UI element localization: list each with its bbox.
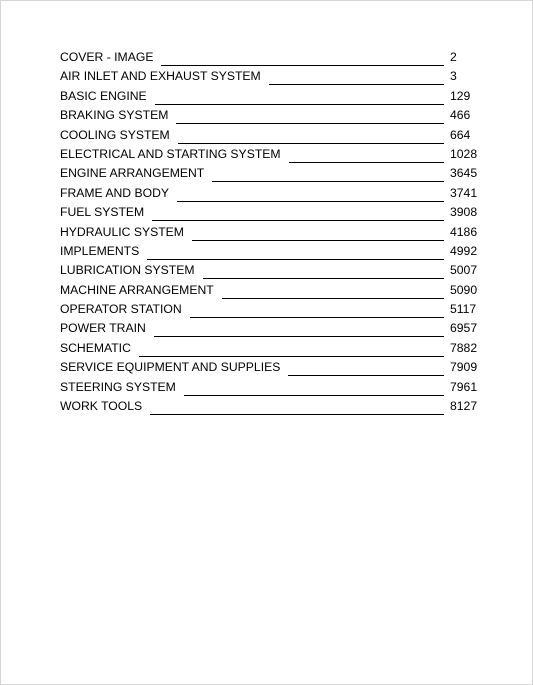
toc-entry-page-number: 2 [450, 50, 457, 64]
toc-entry-page-number: 3 [450, 69, 457, 84]
toc-leader-line [155, 104, 444, 105]
toc-entry-page-number: 8127 [450, 399, 478, 414]
toc-leader-line [177, 201, 444, 202]
toc-entry-page-number: 3645 [450, 166, 478, 181]
toc-entry[interactable] [60, 339, 480, 358]
toc-leader-line [203, 278, 444, 279]
toc-entry[interactable] [60, 67, 480, 86]
toc-entry[interactable] [60, 87, 480, 106]
toc-entry-page-number: 5007 [450, 263, 478, 278]
toc-entry-page-number: 4186 [450, 224, 478, 239]
toc-entry-title: IMPLEMENTS [60, 243, 140, 258]
toc-entry-title: SERVICE EQUIPMENT AND SUPPLIES [60, 360, 281, 375]
toc-entry-page-number: 4992 [450, 243, 478, 258]
toc-entry[interactable] [60, 281, 480, 300]
toc-leader-line [178, 143, 444, 144]
toc-entry-title: POWER TRAIN [60, 321, 146, 336]
toc-entry[interactable] [60, 242, 480, 261]
toc-entry-page-number: 1028 [450, 146, 478, 161]
toc-entry-title: LUBRICATION SYSTEM [60, 263, 195, 278]
toc-leader-line [139, 356, 444, 357]
toc-leader-line [152, 220, 444, 221]
toc-entry[interactable] [60, 184, 480, 203]
toc-entry-title: COVER - IMAGE [60, 50, 154, 64]
toc-entry-title: OPERATOR STATION [60, 302, 182, 317]
toc-entry[interactable] [60, 203, 480, 222]
toc-entry[interactable] [60, 126, 480, 145]
toc-leader-line [222, 298, 444, 299]
toc-leader-line [269, 84, 444, 85]
toc-entry-page-number: 7909 [450, 360, 478, 375]
toc-entry-page-number: 7882 [450, 340, 478, 355]
toc-entry-title: SCHEMATIC [60, 340, 131, 355]
toc-entry-title: ELECTRICAL AND STARTING SYSTEM [60, 146, 281, 161]
toc-leader-line [289, 162, 444, 163]
toc-entry-title: ENGINE ARRANGEMENT [60, 166, 205, 181]
toc-entry-page-number: 7961 [450, 379, 478, 394]
toc-entry-page-number: 466 [450, 108, 471, 123]
toc-entry-title: FRAME AND BODY [60, 185, 170, 200]
toc-entry-title: STEERING SYSTEM [60, 379, 176, 394]
toc-entry-page-number: 5090 [450, 282, 478, 297]
toc-entry-page-number: 5117 [450, 302, 477, 317]
toc-leader-line [150, 414, 444, 415]
table-of-contents [60, 48, 480, 416]
toc-entry-page-number: 664 [450, 127, 471, 142]
toc-entry-title: BASIC ENGINE [60, 88, 147, 103]
toc-entry-page-number: 6957 [450, 321, 478, 336]
toc-leader-line [154, 336, 444, 337]
toc-entry[interactable] [60, 358, 480, 377]
toc-entry[interactable] [60, 300, 480, 319]
toc-leader-line [176, 123, 444, 124]
toc-entry-title: AIR INLET AND EXHAUST SYSTEM [60, 69, 261, 84]
toc-leader-line [288, 375, 444, 376]
toc-entry[interactable] [60, 223, 480, 242]
toc-entry-page-number: 3908 [450, 205, 478, 220]
toc-entry[interactable] [60, 145, 480, 164]
toc-leader-line [184, 395, 444, 396]
toc-leader-line [190, 317, 444, 318]
toc-entry-title: WORK TOOLS [60, 399, 143, 414]
toc-entry[interactable] [60, 378, 480, 397]
toc-entry[interactable] [60, 319, 480, 338]
toc-entry-title: COOLING SYSTEM [60, 127, 170, 142]
toc-leader-line [212, 181, 444, 182]
toc-entry-title: FUEL SYSTEM [60, 205, 145, 220]
toc-entry-title: MACHINE ARRANGEMENT [60, 282, 214, 297]
toc-entry-title: BRAKING SYSTEM [60, 108, 169, 123]
toc-entry[interactable] [60, 106, 480, 125]
toc-entry[interactable] [60, 164, 480, 183]
toc-leader-line [192, 240, 444, 241]
toc-entry-page-number: 3741 [450, 185, 478, 200]
toc-entry[interactable] [60, 397, 480, 416]
toc-leader-line [161, 65, 444, 66]
toc-entry-page-number: 129 [450, 88, 471, 103]
toc-entry[interactable] [60, 261, 480, 280]
toc-entry[interactable] [60, 48, 480, 67]
toc-leader-line [147, 259, 444, 260]
toc-entry-title: HYDRAULIC SYSTEM [60, 224, 184, 239]
